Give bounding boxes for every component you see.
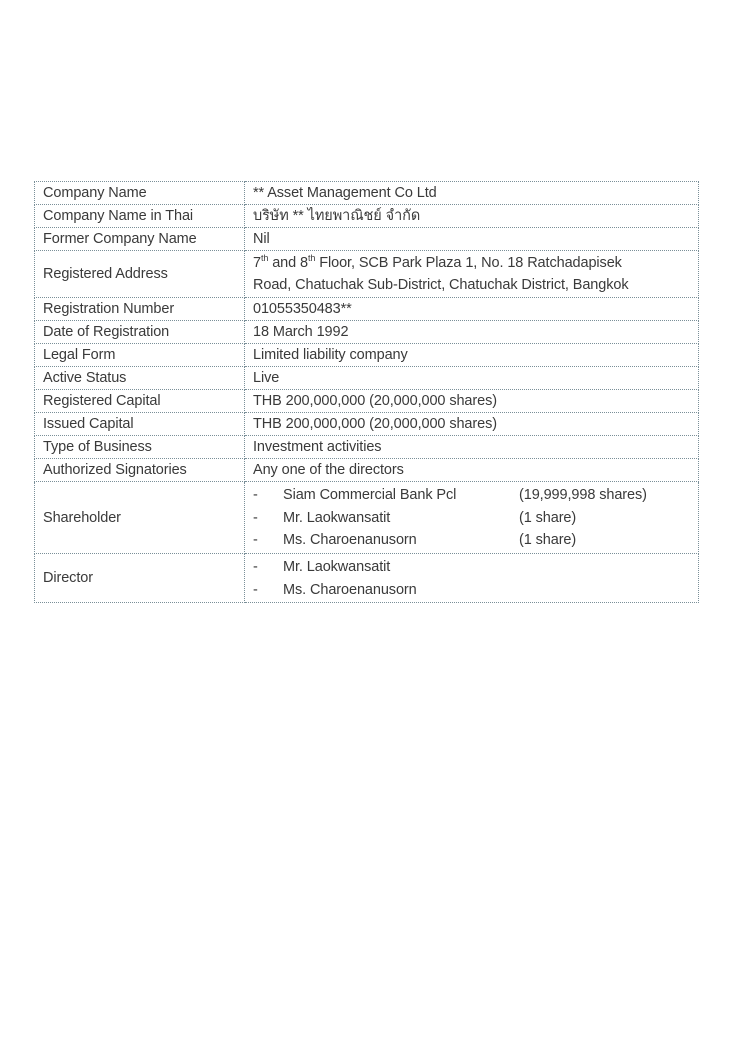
active-status-label: Active Status xyxy=(35,367,245,390)
registration-number-label: Registration Number xyxy=(35,298,245,321)
table-row xyxy=(35,344,699,367)
company-name-label: Company Name xyxy=(35,182,245,205)
address-line-1: Floor, SCB Park Plaza 1, No. 18 Ratchadapisek xyxy=(315,255,622,271)
legal-form-label: Legal Form xyxy=(35,344,245,367)
address-line-2: Road, Chatuchak Sub-District, Chatuchak District, Bangkok xyxy=(253,277,629,293)
table-row xyxy=(35,413,699,436)
table-row xyxy=(35,298,699,321)
company-name-thai-value: บริษัท ** ไทยพาณิชย์ จำกัด xyxy=(245,205,699,228)
table-row xyxy=(35,459,699,482)
registered-address-value xyxy=(245,251,699,298)
legal-form-value: Limited liability company xyxy=(245,344,699,367)
list-item xyxy=(253,579,690,602)
list-dash: - xyxy=(253,559,258,575)
authorized-signatories-value: Any one of the directors xyxy=(245,459,699,482)
table-row xyxy=(35,205,699,228)
date-of-registration-label: Date of Registration xyxy=(35,321,245,344)
date-of-registration-value: 18 March 1992 xyxy=(245,321,699,344)
director-list xyxy=(245,554,699,603)
table-row xyxy=(35,251,699,298)
shareholder-shares: (1 share) xyxy=(519,509,577,526)
shareholder-list xyxy=(245,482,699,554)
registered-capital-value: THB 200,000,000 (20,000,000 shares) xyxy=(245,390,699,413)
shareholder-shares: (1 share) xyxy=(519,532,577,548)
shareholder-items xyxy=(253,484,690,552)
list-item xyxy=(253,484,690,507)
list-item xyxy=(253,529,690,552)
director-name: Ms. Charoenanusorn xyxy=(283,581,417,598)
address-ordinal-suffix-2: th xyxy=(308,253,316,263)
company-name-value: ** Asset Management Co Ltd xyxy=(245,182,699,205)
type-of-business-label: Type of Business xyxy=(35,436,245,459)
type-of-business-value: Investment activities xyxy=(245,436,699,459)
table-row xyxy=(35,367,699,390)
list-dash: - xyxy=(253,487,258,503)
issued-capital-label: Issued Capital xyxy=(35,413,245,436)
shareholder-name: Mr. Laokwansatit xyxy=(283,509,391,526)
table-row xyxy=(35,436,699,459)
issued-capital-value: THB 200,000,000 (20,000,000 shares) xyxy=(245,413,699,436)
authorized-signatories-label: Authorized Signatories xyxy=(35,459,245,482)
list-item xyxy=(253,556,690,579)
shareholder-name: Ms. Charoenanusorn xyxy=(283,532,417,548)
table-row xyxy=(35,390,699,413)
list-item xyxy=(253,507,690,530)
company-name-thai-label: Company Name in Thai xyxy=(35,205,245,228)
table-row xyxy=(35,228,699,251)
registered-capital-label: Registered Capital xyxy=(35,390,245,413)
former-company-name-value: Nil xyxy=(245,228,699,251)
former-company-name-label: Former Company Name xyxy=(35,228,245,251)
list-dash: - xyxy=(253,581,258,598)
table-row xyxy=(35,182,699,205)
director-items xyxy=(253,556,690,601)
table-row xyxy=(35,482,699,554)
active-status-value: Live xyxy=(245,367,699,390)
address-ordinal-suffix: th xyxy=(260,253,269,263)
address-floor-number-2: and 8 xyxy=(268,255,308,271)
registration-number-value: 01055350483** xyxy=(245,298,699,321)
table-row xyxy=(35,321,699,344)
registered-address-label: Registered Address xyxy=(35,251,245,298)
shareholder-name: Siam Commercial Bank Pcl xyxy=(283,487,457,503)
table-row xyxy=(35,554,699,603)
list-dash: - xyxy=(253,532,258,548)
shareholder-label: Shareholder xyxy=(35,482,245,554)
address-floor-number: 7 xyxy=(253,255,261,271)
director-label: Director xyxy=(35,554,245,603)
shareholder-shares: (19,999,998 shares) xyxy=(519,487,647,503)
company-info-table xyxy=(34,181,699,603)
director-name: Mr. Laokwansatit xyxy=(283,559,391,575)
list-dash: - xyxy=(253,509,258,526)
